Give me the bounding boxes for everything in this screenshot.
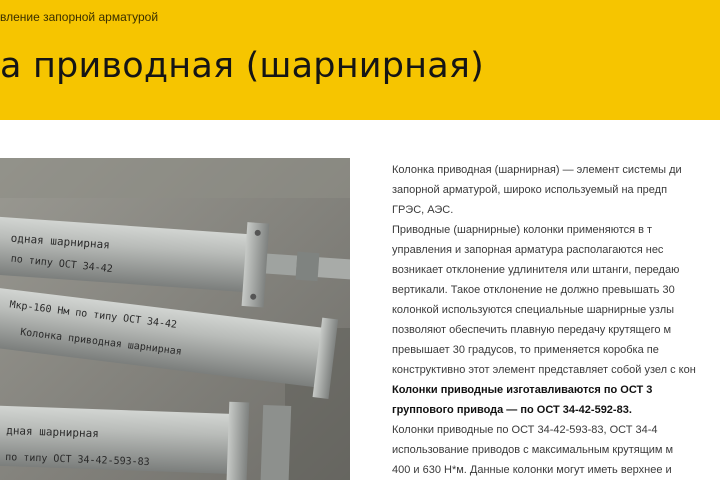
breadcrumb[interactable]: вление запорной арматурой bbox=[0, 10, 159, 24]
pipe-stencil-2: по типу ОСТ 34-42 bbox=[10, 253, 114, 276]
article-line: 400 и 630 Н*м. Данные колонки могут иметь верхнее и bbox=[392, 464, 672, 476]
article-line: запорной арматурой, широко используемый на предп bbox=[392, 184, 668, 196]
article-text bbox=[392, 160, 720, 480]
pipe-stencil-1: одная шарнирная bbox=[10, 231, 111, 252]
pipe-stencil-5: дная шарнирная bbox=[5, 424, 100, 441]
product-photo bbox=[0, 158, 350, 480]
product-photo-illustration bbox=[0, 158, 350, 480]
article-line: использование приводов с максимальным крутящим м bbox=[392, 444, 674, 456]
article-line: конструктивно этот элемент представляет собой узел с кон bbox=[392, 364, 696, 376]
page-header-banner bbox=[0, 0, 720, 120]
article-line: позволяют обеспечить плавную передачу крутящего м bbox=[392, 324, 672, 336]
article-line: возникает отклонение удлинителя или штанги, передаю bbox=[392, 264, 680, 276]
article-bold-line: группового привода — по ОСТ 34-42-592-83. bbox=[392, 404, 632, 416]
pipe-stencil-6: по типу ОСТ 34-42-593-83 bbox=[5, 452, 150, 469]
pipe-stencil-4: Колонка приводная шарнирная bbox=[19, 326, 183, 358]
pipe-stencil-3: Мкр-160 Нм по типу ОСТ 34-42 bbox=[8, 299, 178, 331]
article-line: превышает 30 градусов, то применяется коробка пе bbox=[392, 344, 659, 356]
article-line: вертикали. Такое отклонение не должно превышать 30 bbox=[392, 284, 675, 296]
article-line: Приводные (шарнирные) колонки применяются в т bbox=[392, 224, 653, 236]
article-line: Колонка приводная (шарнирная) — элемент системы ди bbox=[392, 164, 682, 176]
article-bold-line: Колонки приводные изготавливаются по ОСТ 3 bbox=[392, 384, 653, 396]
article-line: управления и запорная арматура располагаются нес bbox=[392, 244, 664, 256]
article-line: ГРЭС, АЭС. bbox=[392, 204, 454, 216]
article-line: Колонки приводные по ОСТ 34-42-593-83, ОСТ 34-4 bbox=[392, 424, 658, 436]
article-line: колонкой используются специальные шарнирные узлы bbox=[392, 304, 675, 316]
page-title: а приводная (шарнирная) bbox=[0, 46, 485, 86]
